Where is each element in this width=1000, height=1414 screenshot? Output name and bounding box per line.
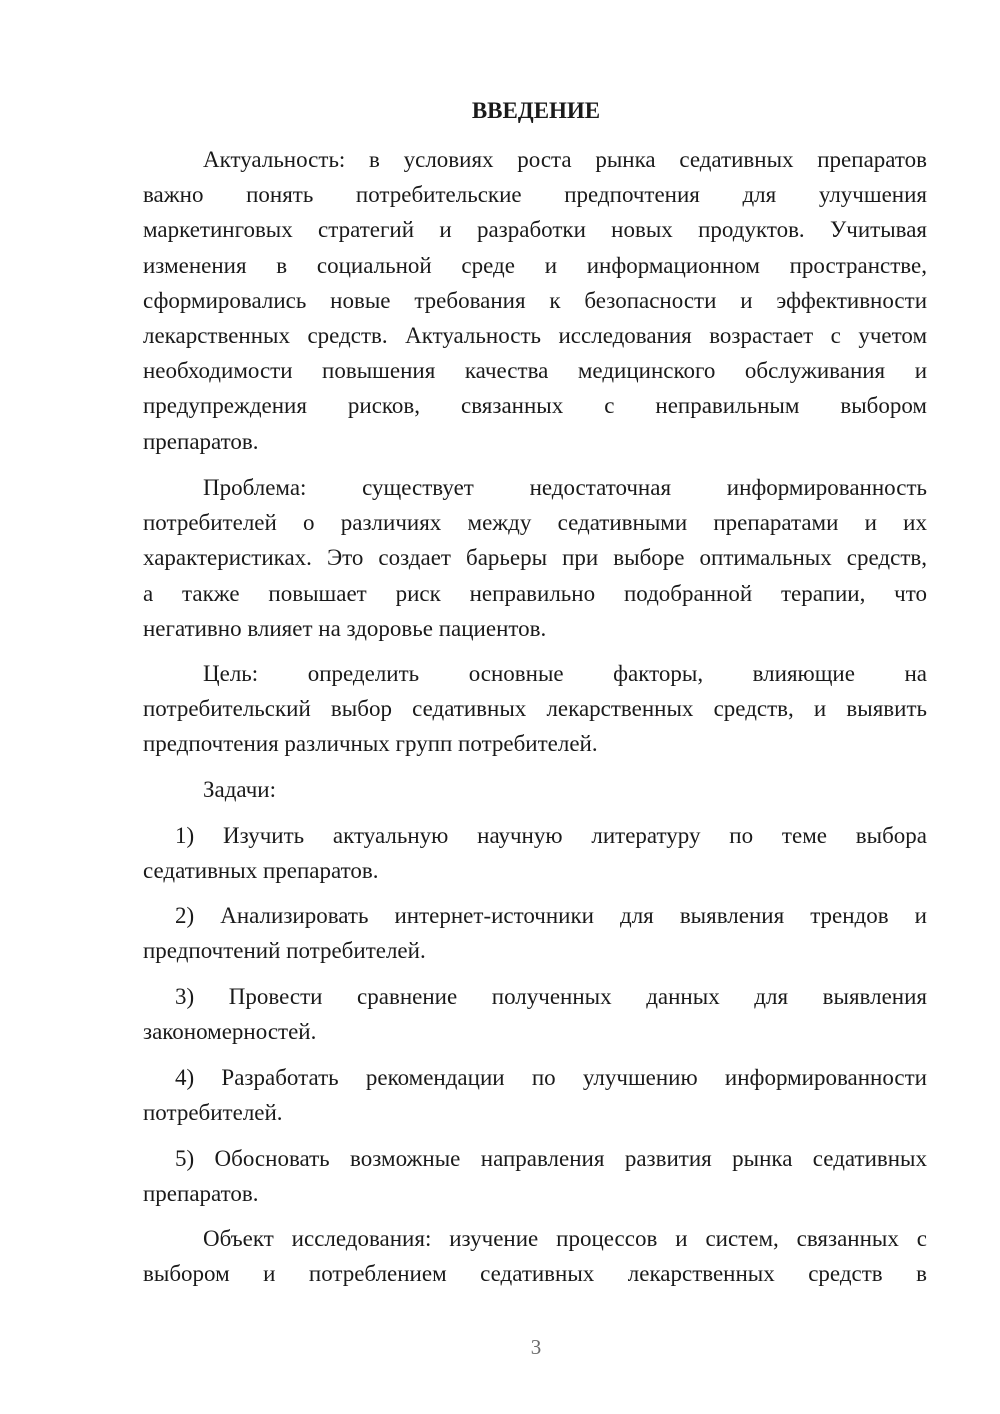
paragraph-line: 4) Разработать рекомендации по улучшению информированности: [175, 1065, 927, 1090]
paragraph-line: Объект исследования: изучение процессов и систем, связанных с: [203, 1226, 927, 1251]
relevance-paragraph: [143, 142, 927, 459]
paragraph-line: Проблема: существует недостаточная информированность: [203, 475, 927, 500]
paragraph-line: необходимости повышения качества медицинского обслуживания и: [143, 358, 927, 384]
paragraph-line: Цель: определить основные факторы, влияющие на: [203, 661, 927, 686]
task-item-4: [143, 1060, 927, 1130]
paragraph-line: предпочтения различных групп потребителей.: [143, 731, 598, 757]
paragraph-line: негативно влияет на здоровье пациентов.: [143, 615, 547, 641]
task-item-3: [143, 979, 927, 1049]
paragraph-line: изменения в социальной среде и информационном пространстве,: [143, 252, 927, 278]
paragraph-line: характеристиках. Это создает барьеры при выборе оптимальных средств,: [143, 545, 927, 571]
research-object-paragraph: [143, 1221, 927, 1291]
problem-paragraph: [143, 470, 927, 646]
page-title: ВВЕДЕНИЕ: [471, 98, 601, 123]
paragraph-line: препаратов.: [143, 1181, 259, 1207]
paragraph-line: препаратов.: [143, 428, 259, 454]
paragraph-line: важно понять потребительские предпочтения для улучшения: [143, 182, 927, 208]
paragraph-line: маркетинговых стратегий и разработки новых продуктов. Учитывая: [143, 217, 927, 243]
paragraph-line: потребителей о различиях между седативными препаратами и их: [143, 510, 927, 536]
paragraph-line: предупреждения рисков, связанных с неправильным выбором: [143, 393, 927, 419]
paragraph-line: 1) Изучить актуальную научную литературу по теме выбора: [175, 823, 927, 848]
task-item-2: [143, 898, 927, 968]
paragraph-line: предпочтений потребителей.: [143, 938, 426, 964]
paragraph-line: потребителей.: [143, 1100, 283, 1126]
paragraph-line: закономерностей.: [143, 1019, 317, 1045]
paragraph-line: 3) Провести сравнение полученных данных для выявления: [175, 984, 927, 1009]
tasks-heading: [143, 772, 927, 807]
paragraph-line: 5) Обосновать возможные направления развития рынка седативных: [175, 1146, 927, 1171]
paragraph-line: потребительский выбор седативных лекарственных средств, и выявить: [143, 696, 927, 722]
paragraph-line: седативных препаратов.: [143, 858, 379, 884]
paragraph-line: сформировались новые требования к безопасности и эффективности: [143, 287, 927, 313]
task-item-5: [143, 1141, 927, 1211]
paragraph-line: 2) Анализировать интернет-источники для выявления трендов и: [175, 903, 927, 928]
task-item-1: [143, 818, 927, 888]
paragraph-line: лекарственных средств. Актуальность исследования возрастает с учетом: [143, 322, 927, 348]
goal-paragraph: [143, 656, 927, 762]
paragraph-line: а также повышает риск неправильно подобранной терапии, что: [143, 580, 927, 606]
paragraph-line: выбором и потреблением седативных лекарственных средств в: [143, 1261, 927, 1287]
paragraph-line: Актуальность: в условиях роста рынка седативных препаратов: [203, 147, 927, 172]
page-number: 3: [530, 1335, 542, 1359]
paragraph-line: Задачи:: [203, 777, 276, 802]
